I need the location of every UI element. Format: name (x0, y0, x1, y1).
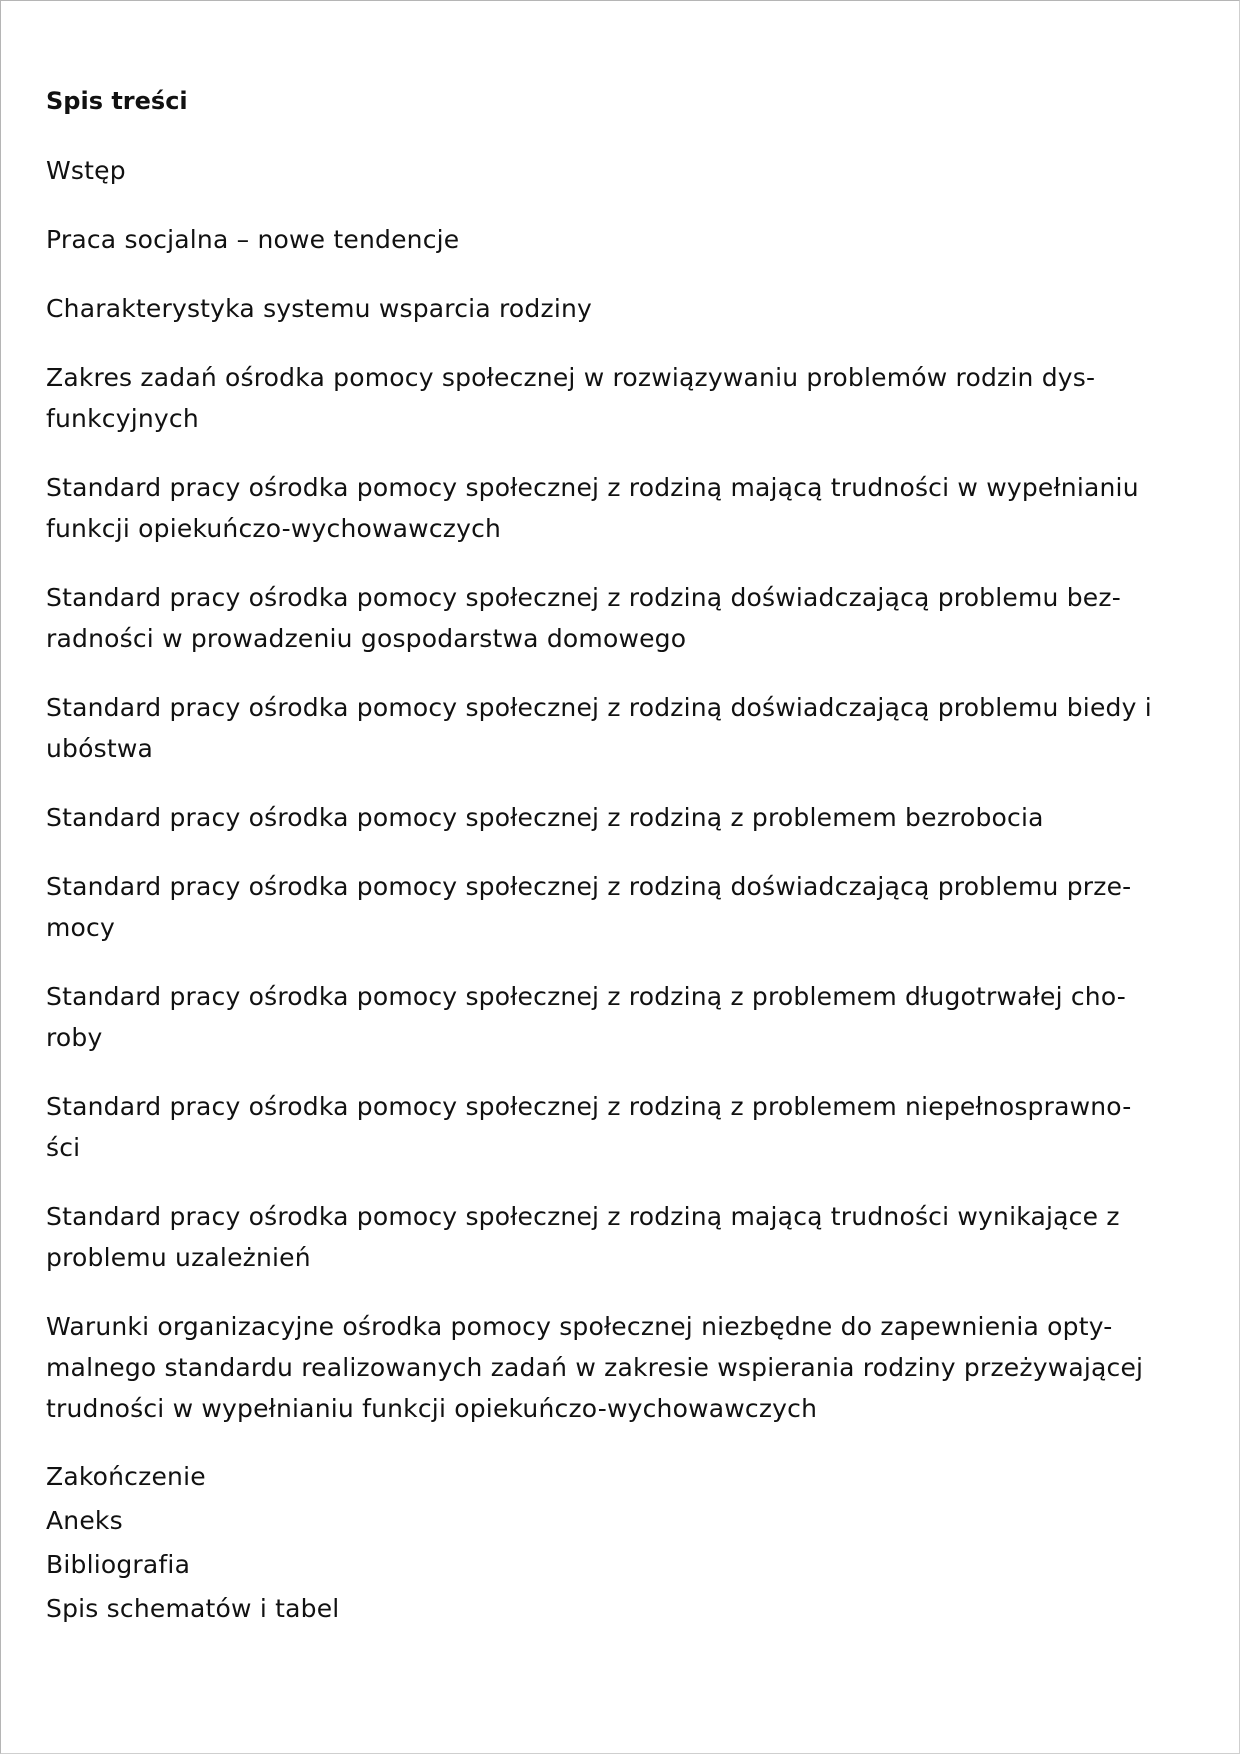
toc-entry-warunki-organizacyjne: Warunki organizacyjne ośrodka pomocy społecznej niezbędne do zapewnienia opty- malnego standardu realizowanych zadań w zakresie wspierania rodziny przeżywającej trudności w wypełnianiu funkcji opiekuńczo-wychowawczych (46, 1312, 1144, 1423)
toc-entry-system-wsparcia: Charakterystyka systemu wsparcia rodziny (46, 294, 593, 323)
toc-entry-zakres-zadan: Zakres zadań ośrodka pomocy społecznej w rozwiązywaniu problemów rodzin dys- funkcyjnych (46, 363, 1096, 433)
toc-title: Spis treści (46, 87, 188, 115)
toc-entry-standard-bezrobocie: Standard pracy ośrodka pomocy społecznej z rodziną z problemem bezrobocia (46, 803, 1044, 832)
toc-entry-standard-uzaleznienia: Standard pracy ośrodka pomocy społecznej z rodziną mającą trudności wynikające z problemu uzależnień (46, 1202, 1120, 1272)
toc-entry-bibliografia: Bibliografia (46, 1550, 191, 1579)
toc-entry-zakonczenie: Zakończenie (46, 1462, 206, 1491)
toc-entry-wstep: Wstęp (46, 156, 126, 185)
table-of-contents (46, 150, 1218, 1632)
toc-entry-spis-schematow: Spis schematów i tabel (46, 1594, 340, 1623)
toc-entry-standard-przemoc: Standard pracy ośrodka pomocy społecznej z rodziną doświadczającą problemu prze- mocy (46, 872, 1132, 942)
toc-entry-standard-bieda: Standard pracy ośrodka pomocy społecznej z rodziną doświadczającą problemu biedy i ubóstwa (46, 693, 1152, 763)
toc-entry-standard-choroba: Standard pracy ośrodka pomocy społecznej z rodziną z problemem długotrwałej cho- roby (46, 982, 1127, 1052)
toc-entry-praca-socjalna: Praca socjalna – nowe tendencje (46, 225, 460, 254)
toc-entry-aneks: Aneks (46, 1506, 123, 1535)
toc-entry-standard-bezradnosc: Standard pracy ośrodka pomocy społecznej z rodziną doświadczającą problemu bez- radności w prowadzeniu gospodarstwa domowego (46, 583, 1121, 653)
toc-entry-standard-opiekunczo-wychowawczych: Standard pracy ośrodka pomocy społecznej z rodziną mającą trudności w wypełnianiu funkcji opiekuńczo-wychowawczych (46, 473, 1139, 543)
toc-entry-standard-niepelnosprawnosc: Standard pracy ośrodka pomocy społecznej z rodziną z problemem niepełnosprawno- ści (46, 1092, 1132, 1162)
